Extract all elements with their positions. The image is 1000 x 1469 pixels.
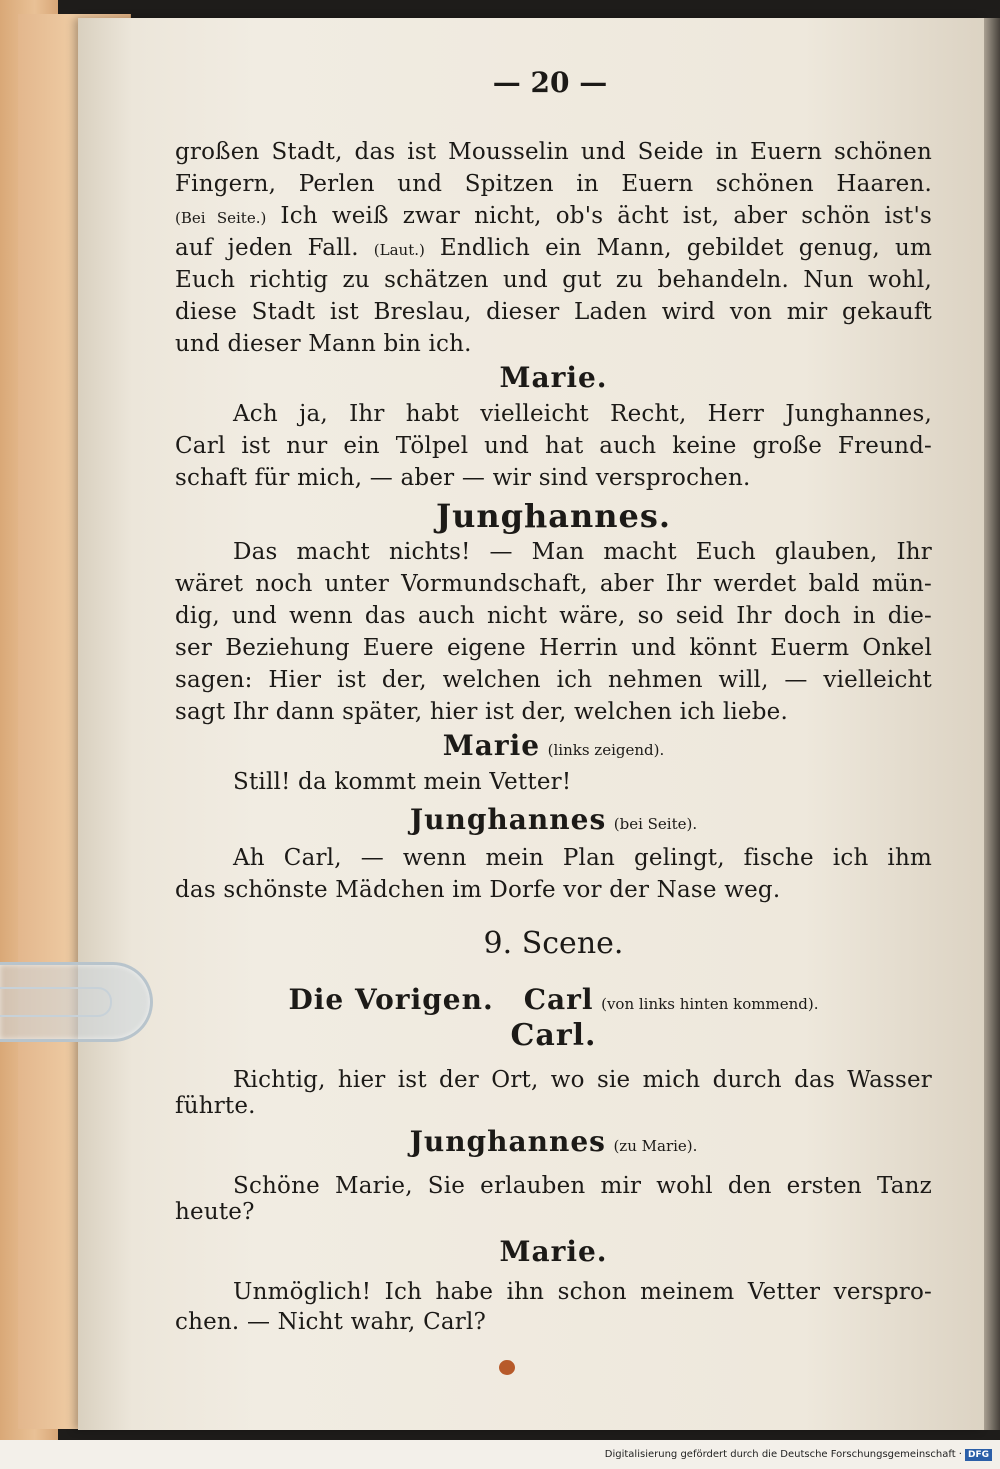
text-segment: auf jeden Fall. [175,235,359,261]
stage-direction: (Bei Seite.) [175,209,267,227]
paper-clip [0,962,153,1042]
stage-direction: (zu Marie). [613,1137,698,1155]
speaker-marie: Marie. [499,361,608,394]
text-line: wäret noch unter Vormundschaft, aber Ihr werdet bald mün- [175,571,932,597]
text-line [175,232,932,266]
stage-direction: (von links hinten kommend). [601,995,819,1013]
text-line: sagt Ihr dann später, hier ist der, welchen ich liebe. [175,699,788,725]
text-line: und dieser Mann bin ich. [175,331,472,357]
cast-carl: Carl [523,983,594,1016]
page-number: — 20 — [492,66,608,99]
digitization-credit [605,1449,992,1461]
text-line: Unmöglich! Ich habe ihn schon meinem Vetter verspro- [233,1279,932,1305]
speaker-carl: Carl. [510,1018,597,1053]
text-line: führte. [175,1093,256,1119]
text-line: diese Stadt ist Breslau, dieser Laden wird von mir gekauft [175,299,932,325]
text-line: Ach ja, Ihr habt vielleicht Recht, Herr Junghannes, [233,401,932,427]
cast-line [175,984,932,1020]
text-line: chen. — Nicht wahr, Carl? [175,1309,487,1335]
cast-die-vorigen: Die Vorigen. [288,983,494,1016]
speaker-junghannes: Junghannes. [435,497,672,535]
speaker-heading [175,730,932,766]
text-line: Still! da kommt mein Vetter! [233,769,572,795]
stage-direction: (Laut.) [373,241,425,259]
speaker-marie: Marie. [499,1235,608,1268]
ink-stain [499,1360,515,1375]
speaker-marie: Marie [442,729,541,762]
text-line: das schönste Mädchen im Dorfe vor der Nase weg. [175,877,781,903]
credit-text: Digitalisierung gefördert durch die Deutsche Forschungsgemeinschaft · [604,1449,962,1460]
text-line: ser Beziehung Euere eigene Herrin und könnt Euerm Onkel [175,635,932,661]
text-line: Euch richtig zu schätzen und gut zu behandeln. Nun wohl, [175,267,932,293]
speaker-heading [175,1126,932,1162]
text-line: Ah Carl, — wenn mein Plan gelingt, fische ich ihm [233,845,932,871]
speaker-junghannes: Junghannes [409,1125,606,1158]
text-line: Carl ist nur ein Tölpel und hat auch keine große Freund- [175,433,932,459]
stage-direction: (bei Seite). [613,815,698,833]
text-line: Schöne Marie, Sie erlauben mir wohl den ersten Tanz [233,1173,932,1199]
text-segment: Ich weiß zwar nicht, ob's ächt ist, aber schön ist's [280,203,933,229]
stage-direction: (links zeigend). [547,741,665,759]
text-line: Das macht nichts! — Man macht Euch glauben, Ihr [233,539,932,565]
text-line: Richtig, hier ist der Ort, wo sie mich durch das Wasser [233,1067,932,1093]
text-line: großen Stadt, das ist Mousselin und Seide in Euern schönen [175,139,932,165]
text-line: Fingern, Perlen und Spitzen in Euern schönen Haaren. [175,171,932,197]
text-line: schaft für mich, — aber — wir sind versprochen. [175,465,751,491]
dfg-logo: DFG [965,1449,992,1461]
speaker-heading [175,804,932,840]
text-line [175,200,932,234]
text-segment: Endlich ein Mann, gebildet genug, um [439,235,933,261]
text-line: dig, und wenn das auch nicht wäre, so seid Ihr doch in die- [175,603,932,629]
speaker-junghannes: Junghannes [409,803,607,836]
scene-title: 9. Scene. [483,926,624,961]
text-line: sagen: Hier ist der, welchen ich nehmen will, — vielleicht [175,667,932,693]
text-line: heute? [175,1199,255,1225]
